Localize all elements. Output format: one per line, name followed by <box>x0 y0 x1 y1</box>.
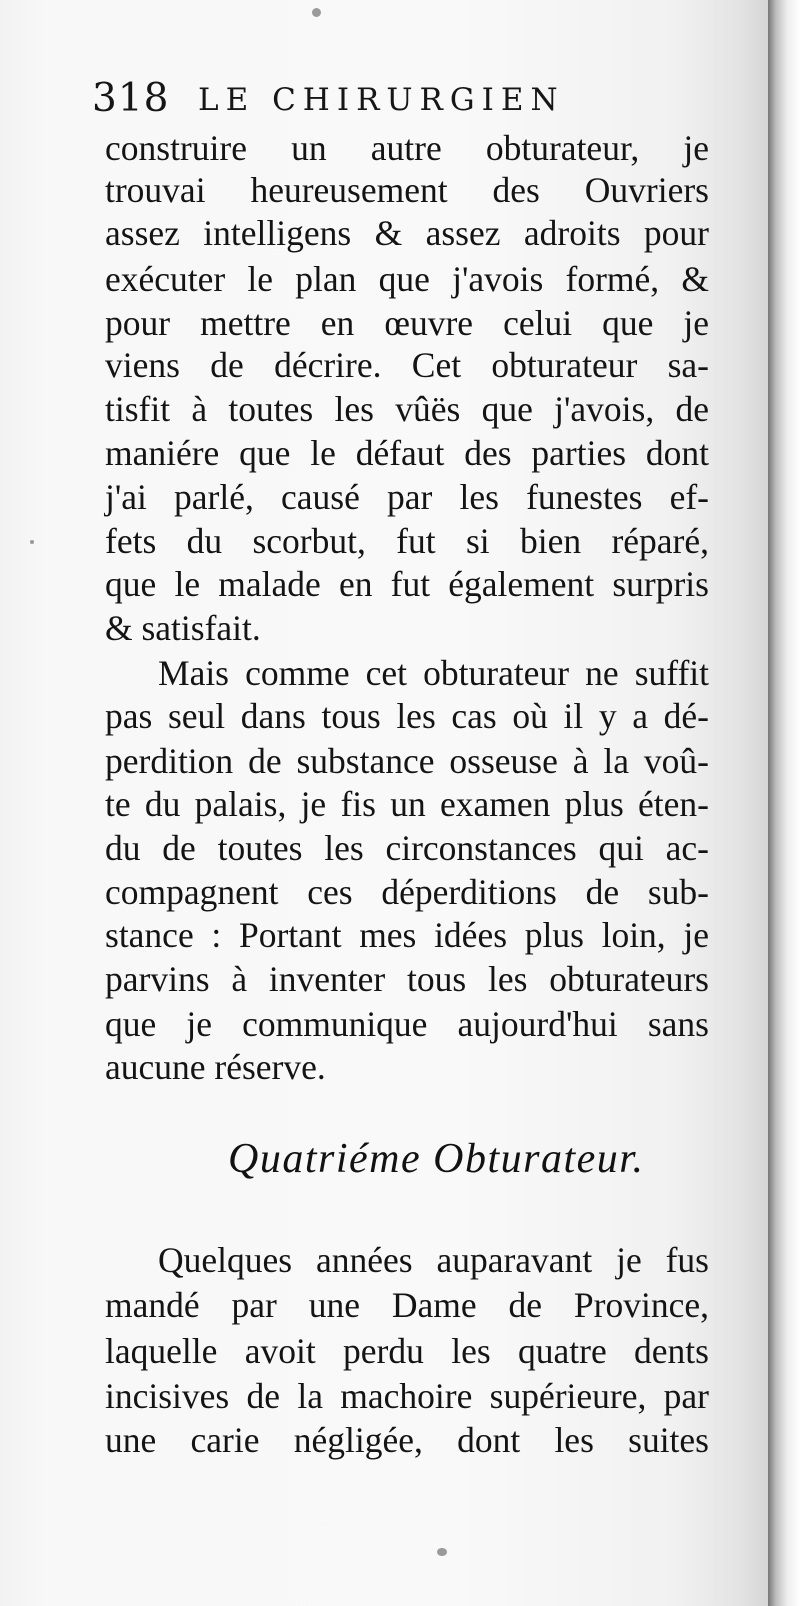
text-line: j'ai parlé, causé par les funestes ef- <box>105 477 709 517</box>
text-line: du de toutes les circonstances qui ac- <box>105 828 709 868</box>
text-line: trouvai heureusement des Ouvriers <box>105 170 709 210</box>
text-line: compagnent ces déperditions de sub- <box>105 872 709 912</box>
running-head: LE CHIRURGIEN <box>198 82 565 118</box>
text-line: construire un autre obturateur, je <box>105 128 709 168</box>
text-line: laquelle avoit perdu les quatre dents <box>105 1331 709 1371</box>
text-line: fets du scorbut, fut si bien réparé, <box>105 521 709 561</box>
page-binding-edge <box>768 0 800 1606</box>
paper-speck <box>30 540 34 544</box>
paper-speck <box>312 8 321 17</box>
text-line: Mais comme cet obturateur ne suffit <box>158 653 709 693</box>
text-line: pas seul dans tous les cas où il y a dé- <box>105 696 709 736</box>
text-line: te du palais, je fis un examen plus éten- <box>105 784 709 824</box>
section-title: Quatriéme Obturateur. <box>228 1136 645 1182</box>
text-line: que je communique aujourd'hui sans <box>105 1004 709 1044</box>
text-line: pour mettre en œuvre celui que je <box>105 303 709 343</box>
text-line: viens de décrire. Cet obturateur sa- <box>105 345 709 385</box>
text-line: stance : Portant mes idées plus loin, je <box>105 915 709 955</box>
text-line: mandé par une Dame de Province, <box>105 1285 709 1325</box>
text-line: que le malade en fut également surpris <box>105 564 709 604</box>
text-line: perdition de substance osseuse à la voû- <box>105 741 709 781</box>
page-number: 318 <box>92 76 170 121</box>
text-line: & satisfait. <box>105 608 261 648</box>
text-line: aucune réserve. <box>105 1047 326 1087</box>
text-line: une carie négligée, dont les suites <box>105 1420 709 1460</box>
text-line: maniére que le défaut des parties dont <box>105 433 709 473</box>
text-line: incisives de la machoire supérieure, par <box>105 1376 709 1416</box>
text-line: exécuter le plan que j'avois formé, & <box>105 259 709 299</box>
paper-speck <box>437 1548 447 1556</box>
text-line: assez intelligens & assez adroits pour <box>105 213 709 253</box>
text-line: Quelques années auparavant je fus <box>158 1240 709 1280</box>
text-line: tisfit à toutes les vûës que j'avois, de <box>105 389 709 429</box>
text-line: parvins à inventer tous les obturateurs <box>105 959 709 999</box>
